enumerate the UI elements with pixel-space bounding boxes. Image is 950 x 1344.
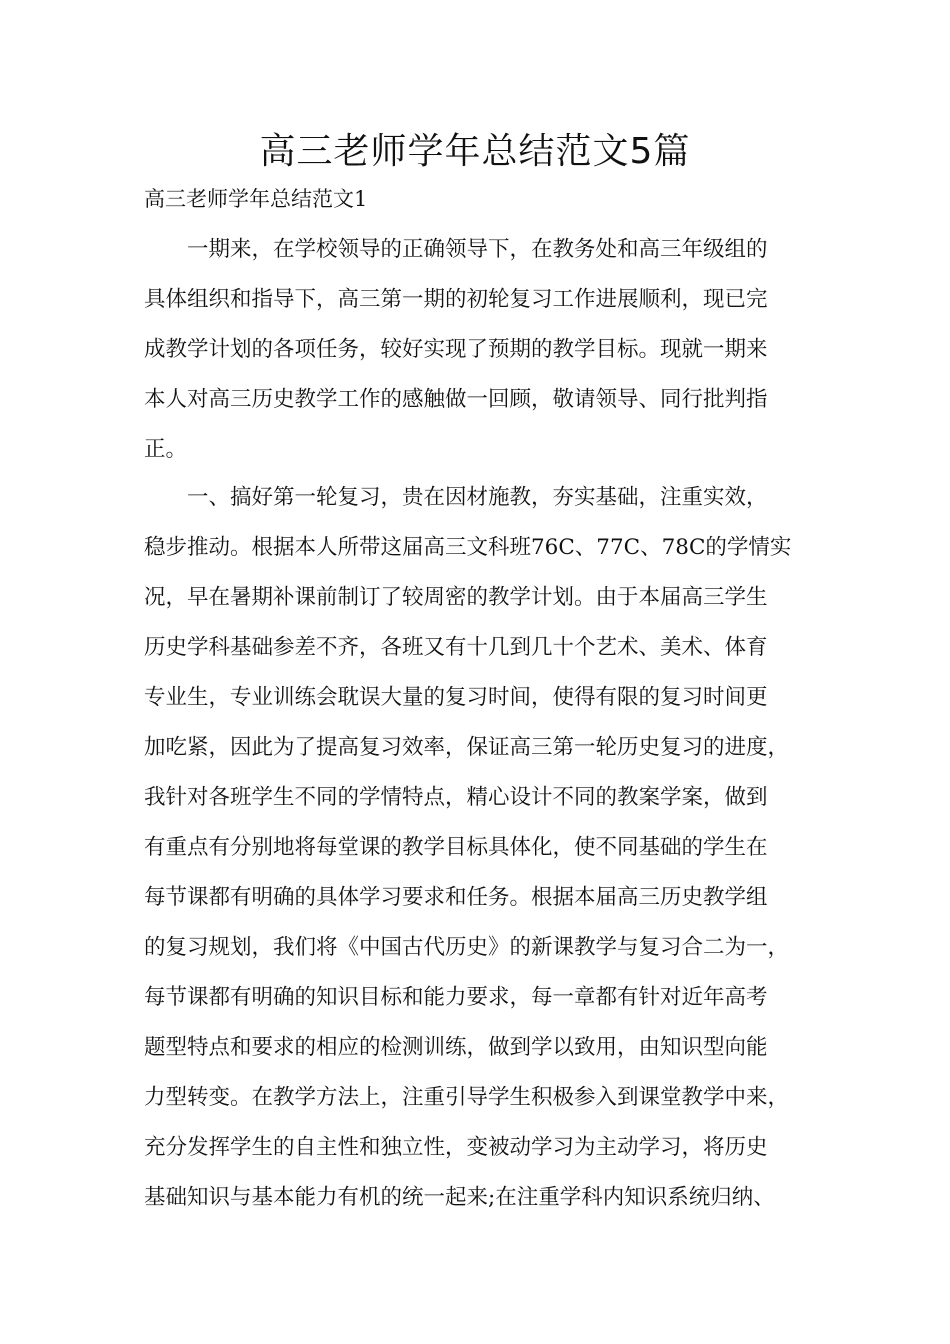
body-line: 的复习规划，我们将《中国古代历史》的新课教学与复习合二为一， [144, 935, 790, 960]
body-line: 一、搞好第一轮复习，贵在因材施教，夯实基础，注重实效， [187, 485, 768, 510]
body-line: 本人对高三历史教学工作的感触做一回顾，敬请领导、同行批判指 [144, 387, 768, 412]
section-subtitle: 高三老师学年总结范文1 [144, 187, 368, 211]
body-line: 加吃紧，因此为了提高复习效率，保证高三第一轮历史复习的进度， [144, 735, 790, 760]
body-line: 充分发挥学生的自主性和独立性，变被动学习为主动学习，将历史 [144, 1135, 768, 1160]
body-line: 具体组织和指导下，高三第一期的初轮复习工作进展顺利，现已完 [144, 287, 768, 312]
body-line: 成教学计划的各项任务，较好实现了预期的教学目标。现就一期来 [144, 337, 768, 362]
body-line: 正。 [144, 437, 188, 462]
body-line: 一期来，在学校领导的正确领导下，在教务处和高三年级组的 [187, 237, 768, 262]
document-title: 高三老师学年总结范文5篇 [259, 131, 691, 172]
body-line: 历史学科基础参差不齐，各班又有十几到几十个艺术、美术、体育 [144, 635, 768, 660]
body-line: 有重点有分别地将每堂课的教学目标具体化，使不同基础的学生在 [144, 835, 768, 860]
body-line: 基础知识与基本能力有机的统一起来;在注重学科内知识系统归纳、 [144, 1185, 775, 1210]
body-line: 专业生，专业训练会耽误大量的复习时间，使得有限的复习时间更 [144, 685, 768, 710]
body-line: 每节课都有明确的具体学习要求和任务。根据本届高三历史教学组 [144, 885, 768, 910]
body-line: 题型特点和要求的相应的检测训练，做到学以致用，由知识型向能 [144, 1035, 768, 1060]
body-line: 况，早在暑期补课前制订了较周密的教学计划。由于本届高三学生 [144, 585, 768, 610]
body-line: 我针对各班学生不同的学情特点，精心设计不同的教案学案，做到 [144, 785, 768, 810]
body-line: 力型转变。在教学方法上，注重引导学生积极参入到课堂教学中来， [144, 1085, 790, 1110]
body-line: 稳步推动。根据本人所带这届高三文科班76C、77C、78C的学情实 [144, 535, 792, 560]
body-line: 每节课都有明确的知识目标和能力要求，每一章都有针对近年高考 [144, 985, 768, 1010]
